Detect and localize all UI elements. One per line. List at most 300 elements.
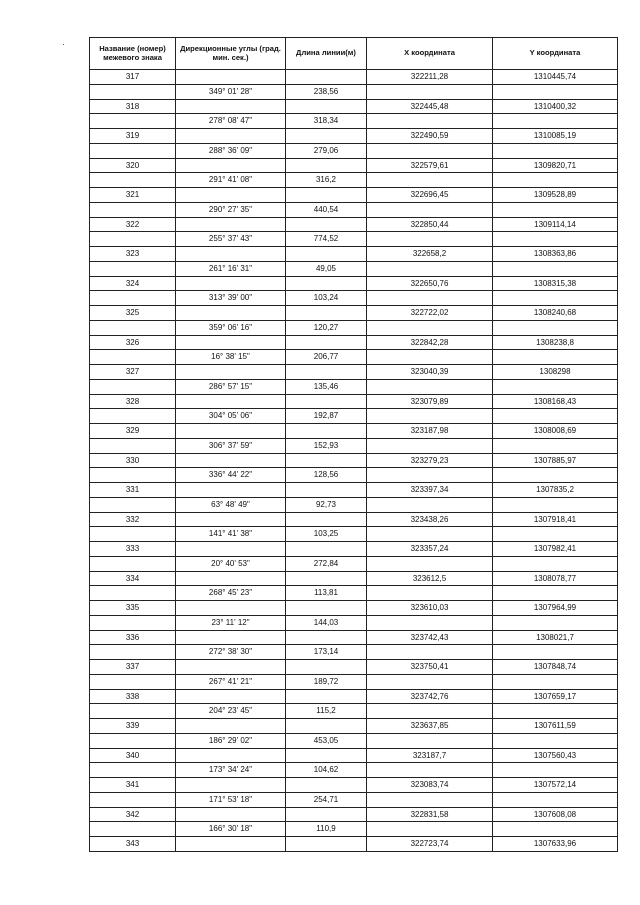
x-coordinate: 322850,44 (367, 217, 493, 232)
empty-cell (286, 365, 367, 380)
point-row (90, 483, 618, 498)
line-length: 206,77 (286, 350, 367, 365)
empty-cell (90, 261, 176, 276)
line-length: 135,46 (286, 379, 367, 394)
x-coordinate: 323438,26 (367, 512, 493, 527)
x-coordinate: 322722,02 (367, 306, 493, 321)
directional-angle: 255° 37' 43" (176, 232, 286, 247)
y-coordinate: 1309114,14 (493, 217, 618, 232)
line-length: 49,05 (286, 261, 367, 276)
point-row (90, 276, 618, 291)
point-row (90, 837, 618, 852)
point-name: 335 (90, 601, 176, 616)
point-row (90, 689, 618, 704)
x-coordinate: 323187,7 (367, 748, 493, 763)
table-header-row (90, 38, 618, 70)
line-length: 120,27 (286, 320, 367, 335)
empty-cell (90, 822, 176, 837)
y-coordinate: 1308078,77 (493, 571, 618, 586)
empty-cell (493, 497, 618, 512)
empty-cell (90, 232, 176, 247)
empty-cell (286, 660, 367, 675)
y-coordinate: 1309528,89 (493, 188, 618, 203)
y-coordinate: 1310445,74 (493, 70, 618, 85)
empty-cell (90, 409, 176, 424)
empty-cell (90, 556, 176, 571)
y-coordinate: 1307885,97 (493, 453, 618, 468)
x-coordinate: 323750,41 (367, 660, 493, 675)
empty-cell (493, 84, 618, 99)
empty-cell (176, 158, 286, 173)
directional-angle: 166° 30' 18" (176, 822, 286, 837)
line-length: 103,25 (286, 527, 367, 542)
y-coordinate: 1307633,96 (493, 837, 618, 852)
empty-cell (176, 807, 286, 822)
empty-cell (176, 335, 286, 350)
empty-cell (176, 542, 286, 557)
line-row (90, 674, 618, 689)
point-row (90, 247, 618, 262)
point-name: 317 (90, 70, 176, 85)
empty-cell (367, 674, 493, 689)
point-name: 327 (90, 365, 176, 380)
point-row (90, 453, 618, 468)
empty-cell (286, 601, 367, 616)
x-coordinate: 322696,45 (367, 188, 493, 203)
empty-cell (493, 291, 618, 306)
y-coordinate: 1307611,59 (493, 719, 618, 734)
y-coordinate: 1308008,69 (493, 424, 618, 439)
empty-cell (286, 129, 367, 144)
line-row (90, 114, 618, 129)
empty-cell (493, 792, 618, 807)
point-name: 343 (90, 837, 176, 852)
empty-cell (176, 748, 286, 763)
point-row (90, 365, 618, 380)
line-row (90, 409, 618, 424)
directional-angle: 291° 41' 08" (176, 173, 286, 188)
empty-cell (286, 719, 367, 734)
empty-cell (367, 645, 493, 660)
point-row (90, 99, 618, 114)
empty-cell (367, 438, 493, 453)
y-coordinate: 1308168,43 (493, 394, 618, 409)
line-row (90, 438, 618, 453)
directional-angle: 171° 53' 18" (176, 792, 286, 807)
point-name: 342 (90, 807, 176, 822)
y-coordinate: 1310400,32 (493, 99, 618, 114)
empty-cell (90, 792, 176, 807)
header-length: Длина линии(м) (286, 38, 367, 70)
directional-angle: 173° 34' 24" (176, 763, 286, 778)
point-row (90, 542, 618, 557)
empty-cell (286, 542, 367, 557)
x-coordinate: 323083,74 (367, 778, 493, 793)
line-length: 113,81 (286, 586, 367, 601)
y-coordinate: 1307848,74 (493, 660, 618, 675)
empty-cell (367, 586, 493, 601)
empty-cell (367, 615, 493, 630)
point-name: 330 (90, 453, 176, 468)
directional-angle: 272° 38' 30" (176, 645, 286, 660)
directional-angle: 63° 48' 49" (176, 497, 286, 512)
directional-angle: 268° 45' 23" (176, 586, 286, 601)
point-name: 334 (90, 571, 176, 586)
empty-cell (176, 689, 286, 704)
x-coordinate: 322842,28 (367, 335, 493, 350)
empty-cell (367, 556, 493, 571)
point-name: 320 (90, 158, 176, 173)
y-coordinate: 1307835,2 (493, 483, 618, 498)
x-coordinate: 323079,89 (367, 394, 493, 409)
empty-cell (367, 763, 493, 778)
header-y: Y координата (493, 38, 618, 70)
empty-cell (90, 674, 176, 689)
empty-cell (367, 379, 493, 394)
empty-cell (367, 84, 493, 99)
empty-cell (367, 350, 493, 365)
empty-cell (176, 719, 286, 734)
empty-cell (90, 202, 176, 217)
empty-cell (176, 306, 286, 321)
point-name: 329 (90, 424, 176, 439)
empty-cell (286, 748, 367, 763)
empty-cell (493, 232, 618, 247)
empty-cell (493, 704, 618, 719)
y-coordinate: 1308240,68 (493, 306, 618, 321)
point-name: 324 (90, 276, 176, 291)
empty-cell (176, 601, 286, 616)
x-coordinate: 322445,48 (367, 99, 493, 114)
empty-cell (90, 320, 176, 335)
empty-cell (176, 660, 286, 675)
point-name: 339 (90, 719, 176, 734)
point-row (90, 601, 618, 616)
empty-cell (367, 409, 493, 424)
empty-cell (90, 173, 176, 188)
empty-cell (176, 70, 286, 85)
line-length: 272,84 (286, 556, 367, 571)
line-row (90, 586, 618, 601)
line-length: 104,62 (286, 763, 367, 778)
point-name: 333 (90, 542, 176, 557)
point-row (90, 335, 618, 350)
empty-cell (176, 365, 286, 380)
line-row (90, 497, 618, 512)
line-row (90, 350, 618, 365)
line-row (90, 291, 618, 306)
empty-cell (493, 822, 618, 837)
point-row (90, 630, 618, 645)
line-row (90, 232, 618, 247)
empty-cell (493, 645, 618, 660)
empty-cell (367, 792, 493, 807)
empty-cell (367, 143, 493, 158)
point-row (90, 306, 618, 321)
point-name: 340 (90, 748, 176, 763)
line-length: 144,03 (286, 615, 367, 630)
empty-cell (493, 615, 618, 630)
point-row (90, 807, 618, 822)
y-coordinate: 1307560,43 (493, 748, 618, 763)
point-name: 331 (90, 483, 176, 498)
y-coordinate: 1308298 (493, 365, 618, 380)
empty-cell (367, 202, 493, 217)
x-coordinate: 322490,59 (367, 129, 493, 144)
line-length: 189,72 (286, 674, 367, 689)
header-x: X координата (367, 38, 493, 70)
empty-cell (90, 586, 176, 601)
empty-cell (90, 763, 176, 778)
empty-cell (286, 158, 367, 173)
empty-cell (367, 733, 493, 748)
empty-cell (90, 527, 176, 542)
empty-cell (493, 733, 618, 748)
x-coordinate: 323742,43 (367, 630, 493, 645)
point-row (90, 217, 618, 232)
header-name: Название (номер) межевого знака (90, 38, 176, 70)
y-coordinate: 1308021,7 (493, 630, 618, 645)
x-coordinate: 323040,39 (367, 365, 493, 380)
line-row (90, 792, 618, 807)
x-coordinate: 323187,98 (367, 424, 493, 439)
x-coordinate: 323742,76 (367, 689, 493, 704)
empty-cell (176, 483, 286, 498)
line-length: 103,24 (286, 291, 367, 306)
point-name: 318 (90, 99, 176, 114)
empty-cell (90, 114, 176, 129)
empty-cell (90, 438, 176, 453)
point-name: 319 (90, 129, 176, 144)
empty-cell (176, 424, 286, 439)
line-row (90, 261, 618, 276)
line-length: 774,52 (286, 232, 367, 247)
empty-cell (286, 512, 367, 527)
directional-angle: 336° 44' 22" (176, 468, 286, 483)
y-coordinate: 1308363,86 (493, 247, 618, 262)
line-row (90, 527, 618, 542)
empty-cell (286, 453, 367, 468)
empty-cell (367, 822, 493, 837)
directional-angle: 261° 16' 31" (176, 261, 286, 276)
empty-cell (286, 335, 367, 350)
empty-cell (286, 689, 367, 704)
directional-angle: 313° 39' 00" (176, 291, 286, 306)
empty-cell (493, 350, 618, 365)
line-length: 316,2 (286, 173, 367, 188)
point-row (90, 70, 618, 85)
empty-cell (493, 320, 618, 335)
line-row (90, 763, 618, 778)
empty-cell (367, 468, 493, 483)
line-length: 238,56 (286, 84, 367, 99)
line-length: 152,93 (286, 438, 367, 453)
point-name: 338 (90, 689, 176, 704)
empty-cell (90, 468, 176, 483)
empty-cell (367, 261, 493, 276)
line-row (90, 822, 618, 837)
point-row (90, 719, 618, 734)
empty-cell (493, 261, 618, 276)
line-length: 115,2 (286, 704, 367, 719)
empty-cell (176, 217, 286, 232)
empty-cell (286, 807, 367, 822)
empty-cell (367, 232, 493, 247)
line-row (90, 615, 618, 630)
empty-cell (367, 320, 493, 335)
point-name: 322 (90, 217, 176, 232)
empty-cell (493, 409, 618, 424)
point-row (90, 129, 618, 144)
point-name: 326 (90, 335, 176, 350)
y-coordinate: 1307982,41 (493, 542, 618, 557)
line-length: 279,06 (286, 143, 367, 158)
y-coordinate: 1310085,19 (493, 129, 618, 144)
line-row (90, 173, 618, 188)
empty-cell (286, 571, 367, 586)
page-mark: · (62, 39, 65, 49)
point-row (90, 660, 618, 675)
y-coordinate: 1307964,99 (493, 601, 618, 616)
empty-cell (286, 778, 367, 793)
empty-cell (493, 114, 618, 129)
point-name: 341 (90, 778, 176, 793)
line-length: 110,9 (286, 822, 367, 837)
directional-angle: 306° 37' 59" (176, 438, 286, 453)
point-row (90, 778, 618, 793)
empty-cell (176, 837, 286, 852)
point-name: 336 (90, 630, 176, 645)
empty-cell (493, 173, 618, 188)
x-coordinate: 322650,76 (367, 276, 493, 291)
empty-cell (176, 188, 286, 203)
directional-angle: 278° 08' 47" (176, 114, 286, 129)
empty-cell (176, 778, 286, 793)
directional-angle: 204° 23' 45" (176, 704, 286, 719)
empty-cell (176, 99, 286, 114)
point-name: 337 (90, 660, 176, 675)
empty-cell (367, 497, 493, 512)
line-row (90, 556, 618, 571)
line-length: 192,87 (286, 409, 367, 424)
y-coordinate: 1307608,08 (493, 807, 618, 822)
line-length: 92,73 (286, 497, 367, 512)
directional-angle: 267° 41' 21" (176, 674, 286, 689)
empty-cell (286, 70, 367, 85)
point-name: 321 (90, 188, 176, 203)
empty-cell (90, 733, 176, 748)
line-length: 254,71 (286, 792, 367, 807)
directional-angle: 141° 41' 38" (176, 527, 286, 542)
x-coordinate: 322579,61 (367, 158, 493, 173)
empty-cell (493, 143, 618, 158)
directional-angle: 286° 57' 15" (176, 379, 286, 394)
empty-cell (493, 202, 618, 217)
empty-cell (286, 247, 367, 262)
x-coordinate: 322723,74 (367, 837, 493, 852)
empty-cell (90, 704, 176, 719)
empty-cell (176, 571, 286, 586)
empty-cell (367, 173, 493, 188)
line-row (90, 733, 618, 748)
empty-cell (176, 247, 286, 262)
line-length: 128,56 (286, 468, 367, 483)
line-length: 440,54 (286, 202, 367, 217)
y-coordinate: 1307659,17 (493, 689, 618, 704)
directional-angle: 16° 38' 15" (176, 350, 286, 365)
line-length: 453,05 (286, 733, 367, 748)
empty-cell (493, 438, 618, 453)
coordinates-table (89, 37, 618, 852)
empty-cell (286, 424, 367, 439)
directional-angle: 288° 36' 09" (176, 143, 286, 158)
x-coordinate: 322658,2 (367, 247, 493, 262)
empty-cell (176, 129, 286, 144)
empty-cell (90, 84, 176, 99)
empty-cell (90, 497, 176, 512)
empty-cell (493, 468, 618, 483)
directional-angle: 186° 29' 02" (176, 733, 286, 748)
point-row (90, 512, 618, 527)
empty-cell (286, 483, 367, 498)
line-row (90, 320, 618, 335)
empty-cell (493, 586, 618, 601)
empty-cell (176, 276, 286, 291)
header-angles: Дирекционные углы (град. мин. сек.) (176, 38, 286, 70)
directional-angle: 359° 06' 16" (176, 320, 286, 335)
empty-cell (90, 615, 176, 630)
empty-cell (286, 276, 367, 291)
line-row (90, 202, 618, 217)
empty-cell (176, 394, 286, 409)
empty-cell (493, 763, 618, 778)
empty-cell (176, 453, 286, 468)
empty-cell (286, 394, 367, 409)
empty-cell (90, 379, 176, 394)
line-row (90, 704, 618, 719)
line-row (90, 645, 618, 660)
point-row (90, 188, 618, 203)
line-length: 318,34 (286, 114, 367, 129)
point-name: 332 (90, 512, 176, 527)
point-row (90, 158, 618, 173)
empty-cell (286, 630, 367, 645)
empty-cell (493, 379, 618, 394)
directional-angle: 304° 05' 06" (176, 409, 286, 424)
directional-angle: 23° 11' 12" (176, 615, 286, 630)
empty-cell (367, 527, 493, 542)
directional-angle: 290° 27' 35" (176, 202, 286, 217)
line-row (90, 143, 618, 158)
empty-cell (493, 674, 618, 689)
point-row (90, 424, 618, 439)
empty-cell (367, 291, 493, 306)
empty-cell (286, 188, 367, 203)
x-coordinate: 323279,23 (367, 453, 493, 468)
x-coordinate: 322211,28 (367, 70, 493, 85)
y-coordinate: 1307572,14 (493, 778, 618, 793)
line-row (90, 468, 618, 483)
line-row (90, 379, 618, 394)
empty-cell (367, 704, 493, 719)
x-coordinate: 323610,03 (367, 601, 493, 616)
empty-cell (90, 350, 176, 365)
y-coordinate: 1308315,38 (493, 276, 618, 291)
empty-cell (90, 291, 176, 306)
directional-angle: 20° 40' 53" (176, 556, 286, 571)
y-coordinate: 1308238,8 (493, 335, 618, 350)
point-row (90, 748, 618, 763)
